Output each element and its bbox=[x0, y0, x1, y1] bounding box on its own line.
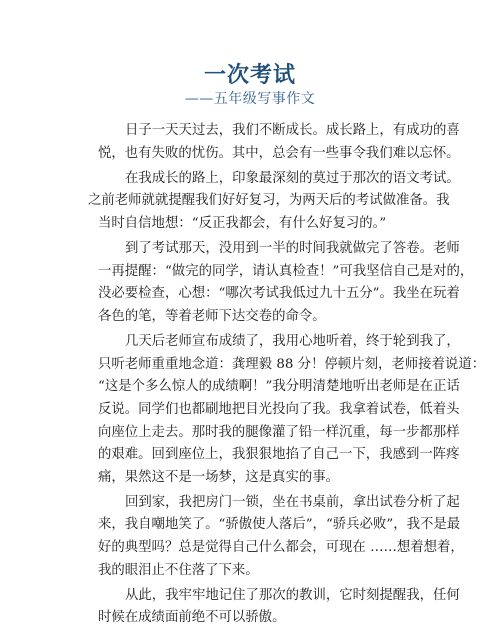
text-line: 从此，我牢牢地记住了那次的教训，它时刻提醒我，任何 bbox=[125, 587, 460, 603]
text-line: 几天后老师宣布成绩了，我用心地听着，终于轮到我了， bbox=[125, 334, 460, 350]
text-line: 一再提醒：“做完的同学，请认真检查！”可我坚信自己是对的， bbox=[98, 263, 474, 279]
page-subtitle: ——五年级写事作文 bbox=[184, 91, 316, 107]
text-line: 只听老师重重地念道：龚理毅 88 分！停顿片刻，老师接着说道： bbox=[98, 356, 486, 372]
text-line: 到了考试那天，没用到一半的时间我就做完了答卷。老师 bbox=[125, 241, 460, 257]
text-line: 好的典型吗？总是觉得自己什么都会，可现在 ……想着想着， bbox=[98, 540, 464, 556]
text-line: 时候在成绩面前绝不可以骄傲。 bbox=[98, 610, 286, 626]
text-line: 向座位上走去。那时我的腿像灌了铅一样沉重，每一步都那样 bbox=[98, 424, 460, 440]
text-line: 的艰难。回到座位上，我狠狠地掐了自己一下，我感到一阵疼 bbox=[98, 447, 460, 463]
text-line: 回到家，我把房门一锁，坐在书桌前，拿出试卷分析了起 bbox=[125, 494, 460, 510]
text-line: 悦，也有失败的忧伤。其中，总会有一些事令我们难以忘怀。 bbox=[98, 145, 460, 161]
text-line: 来，我自嘲地笑了。“骄傲使人落后”，“骄兵必败”，我不是最 bbox=[98, 517, 461, 533]
text-line: 日子一天天过去，我们不断成长。成长路上，有成功的喜 bbox=[125, 123, 460, 138]
text-line: 在我成长的路上，印象最深刻的莫过于那次的语文考试。 bbox=[125, 170, 460, 186]
page-title: 一次考试 bbox=[203, 62, 296, 88]
essay-body bbox=[88, 120, 486, 630]
text-line: 当时自信地想：“反正我都会，有什么好复习的。” bbox=[98, 215, 387, 231]
text-line: 各色的笔，等着老师下达交卷的命令。 bbox=[98, 308, 326, 324]
text-line: 之前老师就就提醒我们好好复习，为两天后的考试做准备。我 bbox=[88, 193, 450, 209]
text-line: 我的眼泪止不住落了下来。 bbox=[98, 562, 259, 578]
text-line: 反说。同学们也都刷地把目光投向了我。我拿着试卷，低着头 bbox=[98, 401, 460, 417]
text-line: 痛，果然这不是一场梦，这是真实的事。 bbox=[98, 469, 340, 485]
text-line: 没必要检查，心想：“哪次考试我低过九十五分”。我坐在玩着 bbox=[98, 286, 460, 302]
text-line: “这是个多么惊人的成绩啊！”我分明清楚地听出老师是在正话 bbox=[98, 379, 460, 395]
